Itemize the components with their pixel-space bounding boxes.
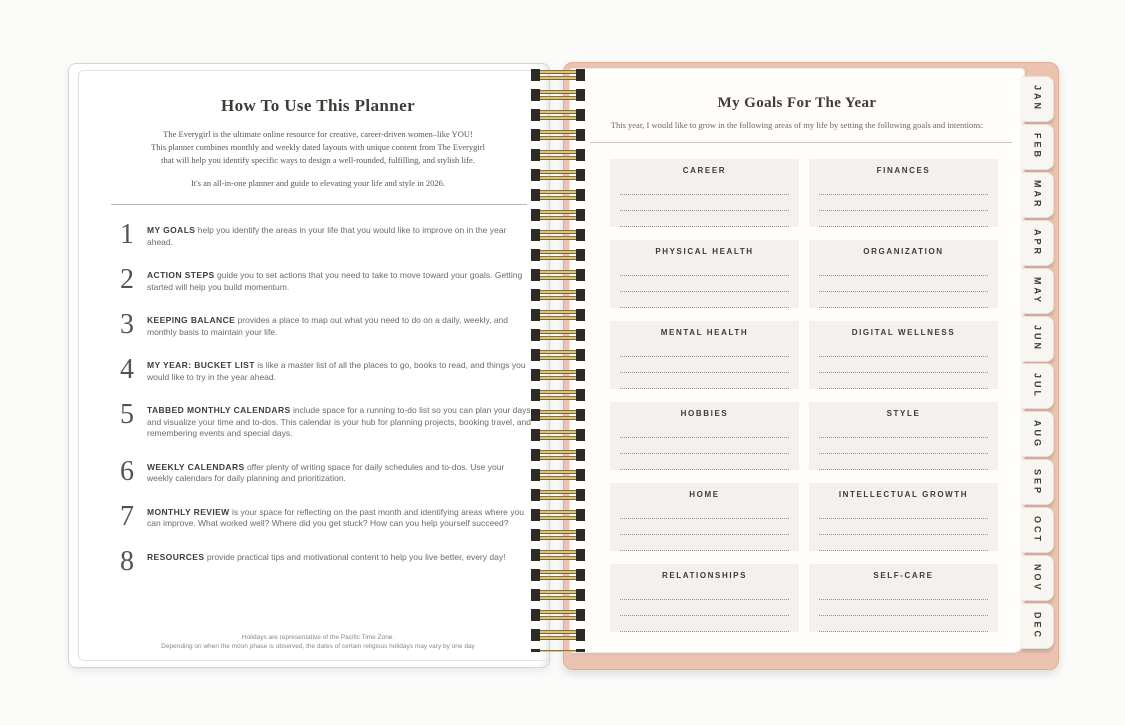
item-term: ACTION STEPS [147, 270, 215, 280]
month-tab [1022, 459, 1054, 505]
goal-writing-lines [620, 503, 789, 551]
left-page-title: How To Use This Planner [220, 96, 416, 115]
dotted-line [620, 616, 789, 632]
month-tab-label: JUN [1032, 325, 1043, 353]
month-tab [1022, 603, 1054, 649]
footnote-line-1: Holidays are representative of the Pacific Time Zone. [241, 634, 395, 641]
dotted-line [819, 454, 988, 470]
goal-box [809, 240, 998, 308]
goal-writing-lines [620, 422, 789, 470]
dotted-line [819, 260, 988, 276]
month-tab [1022, 268, 1054, 314]
intro-line: This planner combines monthly and weekly dated layouts with unique content from The Everygirl [151, 142, 485, 152]
item-description: help you identify the areas in your life that you would like to improve on in the year ahead. [147, 225, 507, 247]
month-tab [1022, 220, 1054, 266]
month-tab-label: DEC [1032, 611, 1043, 640]
item-term: KEEPING BALANCE [147, 315, 236, 325]
goal-label: HOBBIES [680, 409, 729, 418]
item-text [147, 460, 532, 485]
dotted-line [819, 373, 988, 389]
header-divider [590, 142, 1012, 143]
goal-box [610, 564, 799, 632]
item-text [147, 550, 505, 574]
goal-box [610, 483, 799, 551]
goal-label: PHYSICAL HEALTH [655, 247, 754, 256]
month-tab [1022, 363, 1054, 409]
dotted-line [819, 211, 988, 227]
dotted-line [620, 438, 789, 454]
item-number: 2 [120, 264, 134, 295]
goal-label: FINANCES [876, 166, 931, 175]
item-term: RESOURCES [147, 551, 205, 562]
dotted-line [620, 260, 789, 276]
left-page-content [103, 64, 533, 667]
item-text [147, 505, 532, 530]
item-number: 6 [120, 455, 134, 487]
month-tab-label: JAN [1032, 85, 1043, 113]
month-tab [1022, 507, 1054, 553]
dotted-line [620, 535, 789, 551]
goal-label: DIGITAL WELLNESS [851, 328, 956, 337]
dotted-line [620, 211, 789, 227]
header-divider [111, 204, 527, 205]
dotted-line [620, 373, 789, 389]
goal-writing-lines [819, 260, 988, 308]
item-term: MY YEAR: BUCKET LIST [147, 360, 255, 370]
item-number: 1 [120, 219, 134, 250]
goal-label: ORGANIZATION [863, 247, 944, 256]
item-description: is like a master list of all the places to go, books to read, and things you would like to try in the year ahead. [147, 360, 526, 382]
how-to-list-item [115, 354, 533, 385]
item-description: guide you to set actions that you need to take to move toward your goals. Getting started will help you build momentum. [147, 270, 523, 292]
intro-line: The Everygirl is the ultimate online resource for creative, career-driven women–like YOU! [163, 129, 473, 139]
goal-writing-lines [620, 260, 789, 308]
dotted-line [819, 503, 988, 519]
dotted-line [620, 292, 789, 308]
how-to-list [103, 219, 533, 577]
goal-label: STYLE [886, 409, 921, 418]
month-tab-label: FEB [1032, 133, 1043, 161]
intro-paragraph [103, 128, 533, 167]
item-description: provide practical tips and motivational content to help you live better, every day! [206, 551, 506, 562]
right-page [569, 68, 1025, 653]
item-text [147, 268, 532, 293]
item-text [147, 358, 532, 383]
goal-box [610, 321, 799, 389]
goal-box [809, 321, 998, 389]
goal-writing-lines [620, 584, 789, 632]
how-to-list-item [115, 219, 533, 250]
item-number: 4 [120, 354, 134, 385]
month-tab-label: OCT [1032, 516, 1043, 545]
goal-writing-lines [819, 584, 988, 632]
how-to-list-item [115, 500, 533, 532]
month-tabs [1022, 76, 1054, 649]
how-to-list-item [115, 399, 533, 440]
item-description: offer plenty of writing space for daily schedules and to-dos. Use your weekly calendars for daily planning and prioritization. [147, 461, 505, 483]
dotted-line [620, 195, 789, 211]
dotted-line [620, 422, 789, 438]
dotted-line [620, 584, 789, 600]
item-number: 3 [120, 309, 134, 340]
goal-writing-lines [819, 422, 988, 470]
dotted-line [620, 503, 789, 519]
dotted-line [620, 179, 789, 195]
goal-box [610, 402, 799, 470]
dotted-line [819, 616, 988, 632]
intro-line: that will help you identify specific ways to design a well-rounded, fulfilling, and stylish life. [161, 155, 475, 165]
goal-box [809, 483, 998, 551]
month-tab-label: NOV [1032, 563, 1043, 593]
dotted-line [819, 195, 988, 211]
goal-box [809, 159, 998, 227]
month-tab [1022, 555, 1054, 601]
goal-label: SELF-CARE [873, 571, 934, 580]
dotted-line [819, 357, 988, 373]
month-tab [1022, 76, 1054, 122]
footnote [103, 633, 533, 651]
footnote-line-2: Depending on when the moon phase is observed, the dates of certain religious holidays may vary by one day [161, 643, 475, 650]
item-number: 7 [120, 500, 134, 532]
month-tab-label: MAR [1032, 180, 1043, 210]
planner-back-cover [563, 62, 1059, 670]
goal-label: CAREER [682, 166, 727, 175]
month-tab-label: MAY [1032, 276, 1043, 305]
goal-writing-lines [620, 179, 789, 227]
dotted-line [620, 454, 789, 470]
goal-label: RELATIONSHIPS [661, 571, 748, 580]
month-tab [1022, 316, 1054, 362]
goal-writing-lines [819, 341, 988, 389]
goal-writing-lines [819, 503, 988, 551]
goal-box [809, 564, 998, 632]
month-tab-label: JUL [1032, 373, 1043, 400]
item-number: 8 [120, 545, 134, 577]
how-to-list-item [115, 264, 533, 295]
month-tab-label: AUG [1032, 419, 1043, 449]
dotted-line [620, 519, 789, 535]
dotted-line [819, 535, 988, 551]
right-page-subtitle: This year, I would like to grow in the following areas of my life by setting the following goals and intentions: [610, 120, 984, 130]
month-tab [1022, 172, 1054, 218]
how-to-list-item [115, 545, 533, 577]
goal-box [809, 402, 998, 470]
dotted-line [819, 519, 988, 535]
month-tab [1022, 411, 1054, 457]
dotted-line [620, 357, 789, 373]
dotted-line [620, 600, 789, 616]
goal-label: INTELLECTUAL GROWTH [838, 490, 969, 499]
goal-writing-lines [620, 341, 789, 389]
goal-label: HOME [689, 490, 720, 499]
how-to-list-item [115, 309, 533, 340]
item-text [147, 313, 532, 338]
dotted-line [819, 600, 988, 616]
item-term: TABBED MONTHLY CALENDARS [147, 405, 291, 415]
item-description: provides a place to map out what you need to do on a daily, weekly, and monthly basis to maintain your life. [147, 315, 509, 337]
item-text [147, 403, 532, 440]
goal-box [610, 159, 799, 227]
dotted-line [819, 292, 988, 308]
dotted-line [819, 438, 988, 454]
dotted-line [620, 276, 789, 292]
goals-grid [610, 159, 998, 632]
item-number: 5 [120, 399, 134, 430]
right-page-title: My Goals For The Year [717, 95, 877, 111]
month-tab-label: SEP [1032, 468, 1043, 496]
item-term: MONTHLY REVIEW [147, 506, 230, 517]
intro-tagline: It's an all-in-one planner and guide to elevating your life and style in 2026. [190, 178, 446, 188]
goal-writing-lines [819, 179, 988, 227]
dotted-line [819, 276, 988, 292]
dotted-line [819, 341, 988, 357]
goal-label: MENTAL HEALTH [660, 328, 749, 337]
item-description: is your space for reflecting on the past month and identifying areas where you can improve. What worked well? Where did you get stuck? How can you help yourself succeed? [147, 506, 524, 528]
month-tab [1022, 124, 1054, 170]
goal-box [610, 240, 799, 308]
dotted-line [620, 341, 789, 357]
item-term: WEEKLY CALENDARS [147, 461, 245, 472]
dotted-line [819, 179, 988, 195]
left-page [68, 63, 550, 668]
how-to-list-item [115, 455, 533, 487]
dotted-line [819, 422, 988, 438]
item-text [147, 223, 532, 248]
item-term: MY GOALS [147, 225, 196, 235]
month-tab-label: APR [1032, 228, 1043, 257]
item-description: include space for a running to-do list so you can plan your days and visualize your time and to-dos. This calendar is your hub for planning projects, booking travel, and remembering events and special days. [147, 405, 531, 438]
dotted-line [819, 584, 988, 600]
